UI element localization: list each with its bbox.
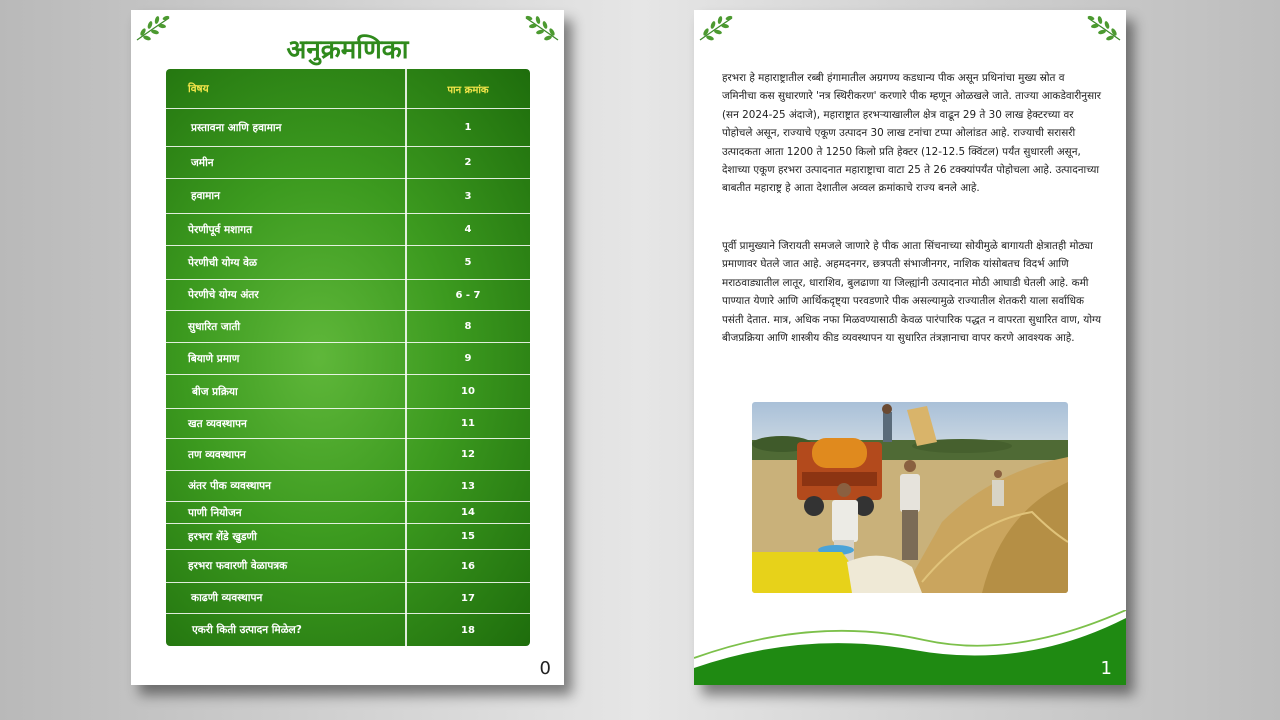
toc-title: अनुक्रमणिका bbox=[286, 35, 409, 65]
toc-table bbox=[166, 69, 530, 646]
row-page: 6 - 7 bbox=[455, 289, 481, 301]
row-page: 8 bbox=[464, 321, 472, 332]
row-page: 17 bbox=[461, 592, 475, 604]
row-page: 3 bbox=[464, 190, 472, 202]
row-topic: पेरणीची योग्य वेळ bbox=[188, 256, 257, 269]
row-page: 1 bbox=[464, 122, 472, 133]
table-row[interactable] bbox=[166, 246, 530, 280]
row-page: 9 bbox=[464, 353, 472, 364]
row-page: 14 bbox=[461, 507, 475, 518]
header-topic: विषय bbox=[188, 82, 209, 95]
row-topic: बियाणे प्रमाण bbox=[188, 352, 240, 365]
row-topic: पाणी नियोजन bbox=[188, 506, 242, 519]
intro-page bbox=[694, 10, 1126, 685]
row-topic: तण व्यवस्थापन bbox=[188, 448, 246, 461]
row-topic: जमीन bbox=[191, 156, 214, 169]
table-row[interactable] bbox=[166, 439, 530, 471]
table-row[interactable] bbox=[166, 147, 530, 179]
table-row[interactable] bbox=[166, 502, 530, 524]
row-topic: प्रस्तावना आणि हवामान bbox=[191, 121, 282, 134]
row-page: 2 bbox=[464, 157, 472, 168]
wave-footer bbox=[694, 610, 1126, 685]
row-topic: हवामान bbox=[191, 190, 220, 202]
table-row[interactable] bbox=[166, 311, 530, 343]
row-topic: सुधारित जाती bbox=[188, 320, 241, 333]
table-row[interactable] bbox=[166, 583, 530, 614]
leaf-sprig-icon bbox=[698, 14, 734, 44]
table-row[interactable] bbox=[166, 375, 530, 409]
row-page: 5 bbox=[464, 257, 472, 268]
row-topic: हरभरा फवारणी वेळापत्रक bbox=[188, 560, 288, 572]
table-row[interactable] bbox=[166, 280, 530, 311]
row-topic: हरभरा शेंडे खुडणी bbox=[188, 530, 257, 543]
table-row[interactable] bbox=[166, 524, 530, 550]
row-topic: खत व्यवस्थापन bbox=[188, 417, 247, 430]
toc-page bbox=[131, 10, 564, 685]
header-page: पान क्रमांक bbox=[447, 84, 489, 96]
page-number: 1 bbox=[1100, 658, 1112, 679]
row-topic: बीज प्रक्रिया bbox=[192, 385, 238, 398]
row-page: 15 bbox=[461, 531, 475, 542]
table-row[interactable] bbox=[166, 614, 530, 646]
row-topic: पेरणीचे योग्य अंतर bbox=[188, 289, 259, 301]
table-row[interactable] bbox=[166, 214, 530, 246]
row-page: 4 bbox=[464, 224, 472, 235]
row-topic: पेरणीपूर्व मशागत bbox=[188, 223, 253, 236]
page-number: 0 bbox=[539, 658, 551, 679]
table-header-row bbox=[166, 69, 530, 109]
row-topic: अंतर पीक व्यवस्थापन bbox=[188, 480, 271, 492]
table-row[interactable] bbox=[166, 109, 530, 147]
row-page: 10 bbox=[461, 386, 475, 397]
row-page: 12 bbox=[461, 449, 475, 460]
row-page: 18 bbox=[461, 624, 475, 636]
leaf-sprig-icon bbox=[1086, 14, 1122, 44]
row-page: 11 bbox=[461, 418, 475, 429]
harvest-photo bbox=[752, 402, 1068, 593]
table-row[interactable] bbox=[166, 409, 530, 439]
row-page: 16 bbox=[461, 560, 475, 572]
table-row[interactable] bbox=[166, 550, 530, 583]
intro-paragraph-2: पूर्वी प्रामुख्याने जिरायती समजले जाणारे हे पीक आता सिंचनाच्या सोयीमुळे बागायती क्षेत्रातही मोठ्या प्रमाणावर घेतले जात आहे. अहमदनगर, छत्रपती संभाजीनगर, नाशिक यांसोबतच विदर्भ आणि मराठवाड्यातील लातूर, धाराशिव, बुलढाणा या जिल्ह्यांनी उत्पादनात मोठी आघाडी घेतली आहे. कमी पाण्यात येणारे आणि आर्थिकदृष्ट्या परवडणारे पीक असल्यामुळे राज्यातील शेतकरी याला सर्वाधिक पसंती देतात. मात्र, अधिक नफा मिळवण्यासाठी केवळ पारंपारिक पद्धत न वापरता सुधारित वाण, योग्य बीजप्रक्रिया आणि शास्त्रीय कीड व्यवस्थापन या सुधारित तंत्रज्ञानाचा वापर करणे आवश्यक आहे. bbox=[722, 240, 1101, 345]
row-page: 13 bbox=[461, 480, 475, 492]
row-topic: एकरी किती उत्पादन मिळेल? bbox=[192, 624, 302, 636]
table-row[interactable] bbox=[166, 471, 530, 502]
intro-paragraph-1: हरभरा हे महाराष्ट्रातील रब्बी हंगामातील अग्रगण्य कडधान्य पीक असून प्रथिनांचा मुख्य स्रोत व जमिनीचा कस सुधारणारे 'नत्र स्थिरीकरण' करणारे पीक म्हणून ओळखले जाते. ताज्या आकडेवारीनुसार (सन 2024-25 अंदाजे), महाराष्ट्रात हरभऱ्याखालील क्षेत्र वाढून 29 ते 30 लाख हेक्टरच्या वर पोहोचले असून, राज्याचे एकूण उत्पादन 30 लाख टनांचा टप्पा ओलांडत आहे. राज्याची सरासरी उत्पादकता आता 1200 ते 1250 किलो प्रति हेक्टर (12-12.5 क्विंटल) पर्यंत सुधारली असून, देशाच्या एकूण हरभरा उत्पादनात महाराष्ट्राचा वाटा 25 ते 26 टक्क्यांपर्यंत पोहोचला आहे. उत्पादनाच्या बाबतीत महाराष्ट्र हे आता देशातील अव्वल क्रमांकाचे राज्य बनले आहे. bbox=[722, 72, 1102, 195]
table-row[interactable] bbox=[166, 343, 530, 375]
row-topic: काढणी व्यवस्थापन bbox=[191, 592, 263, 604]
table-row[interactable] bbox=[166, 179, 530, 214]
